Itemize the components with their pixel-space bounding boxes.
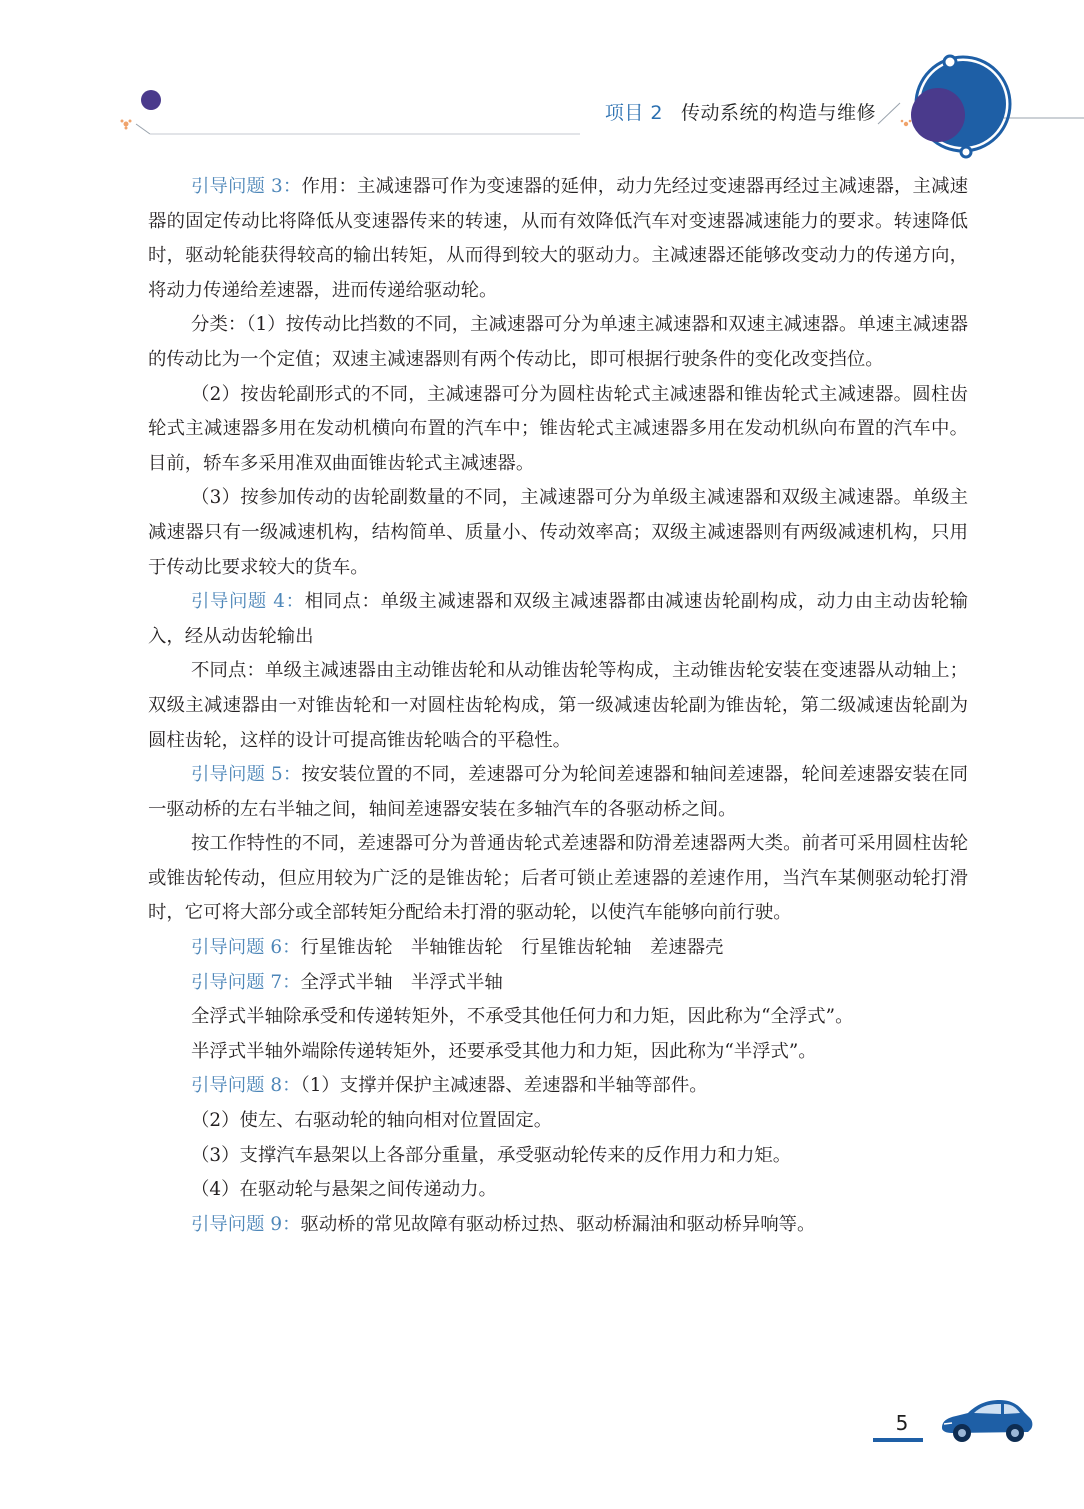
question-label: 引导问题 5： <box>191 764 302 786</box>
paragraph: （2）使左、右驱动轮的轴向相对位置固定。 <box>191 1110 553 1132</box>
page-number: 5 <box>895 1411 909 1435</box>
paragraph: 引导问题 3：作用：主减速器可作为变速器的延伸，动力先经过变速器再经过主减速器，主减速器的固定传动比将降低从变速器传来的转速，从而有效降低汽车对变速器减速能力的要求。转速降低时，驱动轮能获得较高的输出转矩，从而得到较大的驱动力。主减速器还能够改变动力的传递方向，将动力传递给差速器，进而传递给驱动轮。 <box>148 176 968 301</box>
paragraph: （4）在驱动轮与悬架之间传递动力。 <box>191 1179 497 1201</box>
paragraph: 引导问题 8：（1）支撑并保护主减速器、差速器和半轴等部件。 <box>191 1075 708 1097</box>
page-number-underline <box>873 1438 923 1442</box>
question-label: 引导问题 8： <box>191 1075 301 1097</box>
decorative-dot-icon <box>141 90 161 110</box>
paragraph: 引导问题 4：相同点：单级主减速器和双级主减速器都由减速齿轮副构成，动力由主动齿轮输入，经从动齿轮输出 <box>148 591 968 647</box>
paragraph: （3）支撑汽车悬架以上各部分重量，承受驱动轮传来的反作用力和力矩。 <box>191 1144 792 1166</box>
question-label: 引导问题 4： <box>191 591 305 613</box>
paragraph: 按工作特性的不同，差速器可分为普通齿轮式差速器和防滑差速器两大类。前者可采用圆柱齿轮或锥齿轮传动，但应用较为广泛的是锥齿轮；后者可锁止差速器的差速作用，当汽车某侧驱动轮打滑时，它可将大部分或全部转矩分配给未打滑的驱动轮，以使汽车能够向前行驶。 <box>148 833 968 924</box>
header-line-right <box>878 103 900 124</box>
car-icon <box>938 1388 1034 1448</box>
paragraph: 分类：（1）按传动比挡数的不同，主减速器可分为单速主减速器和双速主减速器。单速主减速器的传动比为一个定值；双速主减速器则有两个传动比，即可根据行驶条件的变化改变挡位。 <box>148 314 968 370</box>
header-line-left <box>136 124 150 134</box>
question-label: 引导问题 7： <box>191 971 301 993</box>
paragraph: （3）按参加传动的齿轮副数量的不同，主减速器可分为单级主减速器和双级主减速器。单级主减速器只有一级减速机构，结构简单、质量小、传动效率高；双级主减速器则有两级减速机构，只用于传动比要求较大的货车。 <box>148 487 968 578</box>
paragraph: （2）按齿轮副形式的不同，主减速器可分为圆柱齿轮式主减速器和锥齿轮式主减速器。圆柱齿轮式主减速器多用在发动机横向布置的汽车中；锥齿轮式主减速器多用在发动机纵向布置的汽车中。目前，轿车多采用准双曲面锥齿轮式主减速器。 <box>148 383 968 474</box>
paragraph: 全浮式半轴除承受和传递转矩外，不承受其他任何力和力矩，因此称为“全浮式”。 <box>191 1006 854 1028</box>
header-decoration <box>0 0 1084 170</box>
header-title: 传动系统的构造与维修 <box>680 102 876 124</box>
paragraph: 引导问题 7：全浮式半轴 半浮式半轴 <box>191 971 503 993</box>
sparkle-icon <box>121 120 132 130</box>
question-label: 引导问题 9： <box>191 1213 301 1235</box>
paragraph: 不同点：单级主减速器由主动锥齿轮和从动锥齿轮等构成，主动锥齿轮安装在变速器从动轴上；双级主减速器由一对锥齿轮和一对圆柱齿轮构成，第一级减速齿轮副为锥齿轮，第二级减速齿轮副为圆柱齿轮，这样的设计可提高锥齿轮啮合的平稳性。 <box>148 660 968 751</box>
paragraph: 引导问题 9：驱动桥的常见故障有驱动桥过热、驱动桥漏油和驱动桥异响等。 <box>191 1213 816 1235</box>
decorative-circle-icon <box>911 56 1010 157</box>
paragraph: 半浮式半轴外端除传递转矩外，还要承受其他力和力矩，因此称为“半浮式”。 <box>191 1040 817 1062</box>
question-label: 引导问题 3： <box>191 176 302 197</box>
page-header <box>605 98 876 125</box>
page-body <box>148 170 968 1242</box>
paragraph: 引导问题 5：按安装位置的不同，差速器可分为轮间差速器和轴间差速器，轮间差速器安装在同一驱动桥的左右半轴之间，轴间差速器安装在多轴汽车的各驱动桥之间。 <box>148 764 968 820</box>
header-project: 项目 2 <box>604 102 663 124</box>
question-label: 引导问题 6： <box>191 937 301 959</box>
paragraph: 引导问题 6：行星锥齿轮 半轴锥齿轮 行星锥齿轮轴 差速器壳 <box>191 937 724 959</box>
